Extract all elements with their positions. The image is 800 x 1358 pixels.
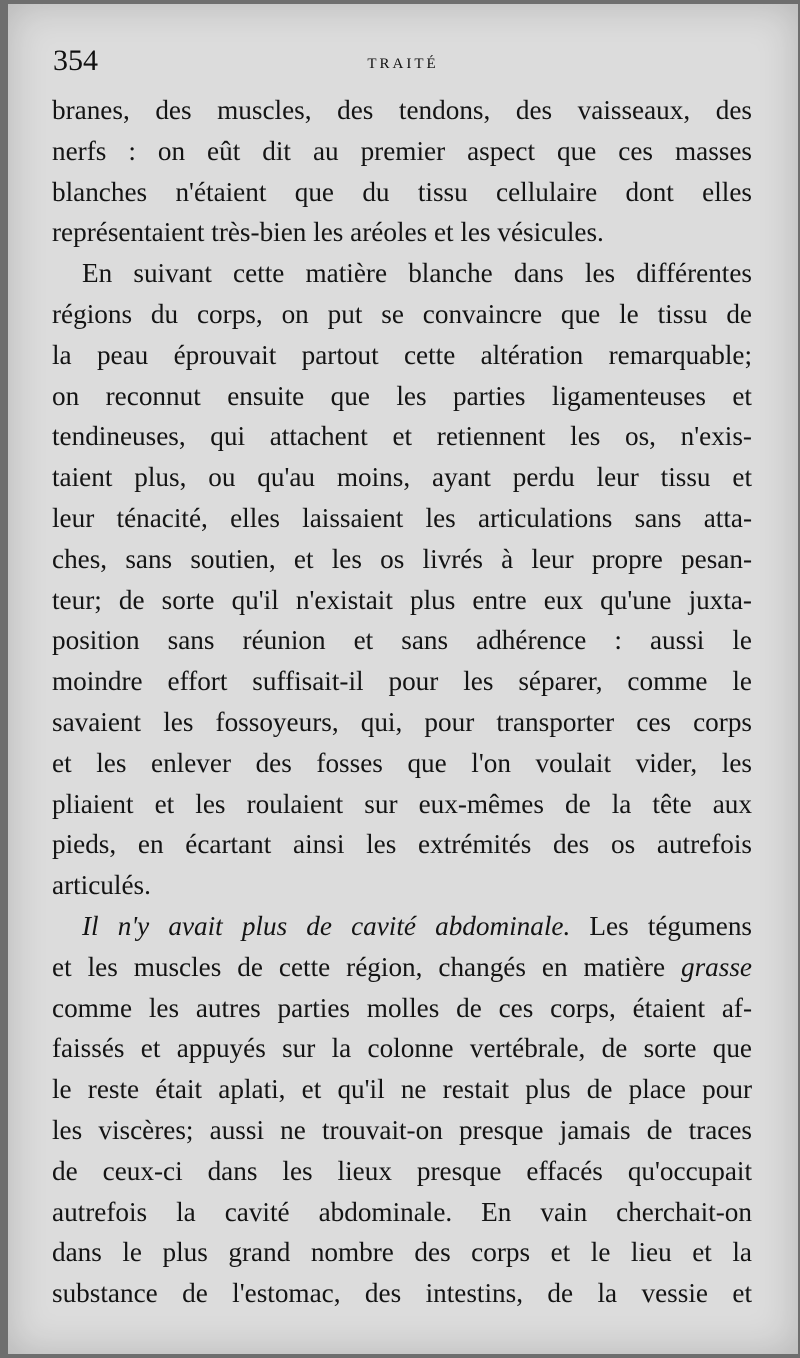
running-title: TRAITÉ bbox=[367, 56, 439, 72]
text-line: taient plus, ou qu'au moins, ayant perdu leur tissu et bbox=[52, 462, 752, 493]
text-line: moindre effort suffisait-il pour les séparer, comme le bbox=[52, 666, 752, 697]
text-line: blanches n'étaient que du tissu cellulaire dont elles bbox=[52, 176, 752, 207]
text-line: comme les autres parties molles de ces corps, étaient af- bbox=[52, 992, 752, 1023]
text-line: régions du corps, on put se convaincre que le tissu de bbox=[52, 298, 752, 329]
text-line: pliaient et les roulaient sur eux-mêmes de la tête aux bbox=[52, 788, 752, 819]
text-line: savaient les fossoyeurs, qui, pour transporter ces corps bbox=[52, 706, 752, 737]
text-line: branes, des muscles, des tendons, des vaisseaux, des bbox=[52, 95, 752, 125]
text-line: leur ténacité, elles laissaient les articulations sans atta- bbox=[52, 502, 752, 533]
text-line: pieds, en écartant ainsi les extrémités des os autrefois bbox=[52, 829, 752, 860]
book-page bbox=[8, 4, 798, 1354]
text-line: et les enlever des fosses que l'on voulait vider, les bbox=[52, 747, 752, 778]
text-line: position sans réunion et sans adhérence : aussi le bbox=[52, 625, 752, 656]
text-line: En suivant cette matière blanche dans les différentes bbox=[82, 258, 752, 289]
text-line: on reconnut ensuite que les parties ligamenteuses et bbox=[52, 380, 752, 411]
text-line: ches, sans soutien, et les os livrés à leur propre pesan- bbox=[52, 543, 752, 574]
text-line: dans le plus grand nombre des corps et le lieu et la bbox=[52, 1237, 752, 1268]
text-fragment: et les muscles de cette région, changés en matière bbox=[52, 951, 681, 982]
text-fragment: Les tégumens bbox=[570, 910, 753, 941]
body-text bbox=[52, 90, 752, 1314]
text-line: de ceux-ci dans les lieux presque effacés qu'occupait bbox=[52, 1155, 752, 1186]
italic-word: grasse bbox=[681, 951, 752, 982]
text-line: le reste était aplati, et qu'il ne restait plus de place pour bbox=[52, 1074, 752, 1105]
text-line: autrefois la cavité abdominale. En vain cherchait-on bbox=[52, 1196, 752, 1227]
text-line: représentaient très-bien les aréoles et les vésicules. bbox=[52, 217, 604, 248]
text-line: articulés. bbox=[52, 870, 151, 901]
text-line bbox=[52, 947, 752, 988]
text-line: les viscères; aussi ne trouvait-on presque jamais de traces bbox=[52, 1114, 752, 1145]
italic-heading: Il n'y avait plus de cavité abdominale. bbox=[82, 910, 571, 941]
text-line: nerfs : on eût dit au premier aspect que ces masses bbox=[52, 135, 752, 166]
text-line: tendineuses, qui attachent et retiennent les os, n'exis- bbox=[52, 421, 752, 452]
text-line: la peau éprouvait partout cette altération remarquable; bbox=[52, 339, 752, 370]
page-number: 354 bbox=[53, 44, 98, 77]
text-line: substance de l'estomac, des intestins, de la vessie et bbox=[52, 1278, 752, 1309]
text-line bbox=[52, 906, 752, 947]
text-line: faissés et appuyés sur la colonne vertébrale, de sorte que bbox=[52, 1033, 752, 1064]
text-line: teur; de sorte qu'il n'existait plus entre eux qu'une juxta- bbox=[52, 584, 752, 615]
